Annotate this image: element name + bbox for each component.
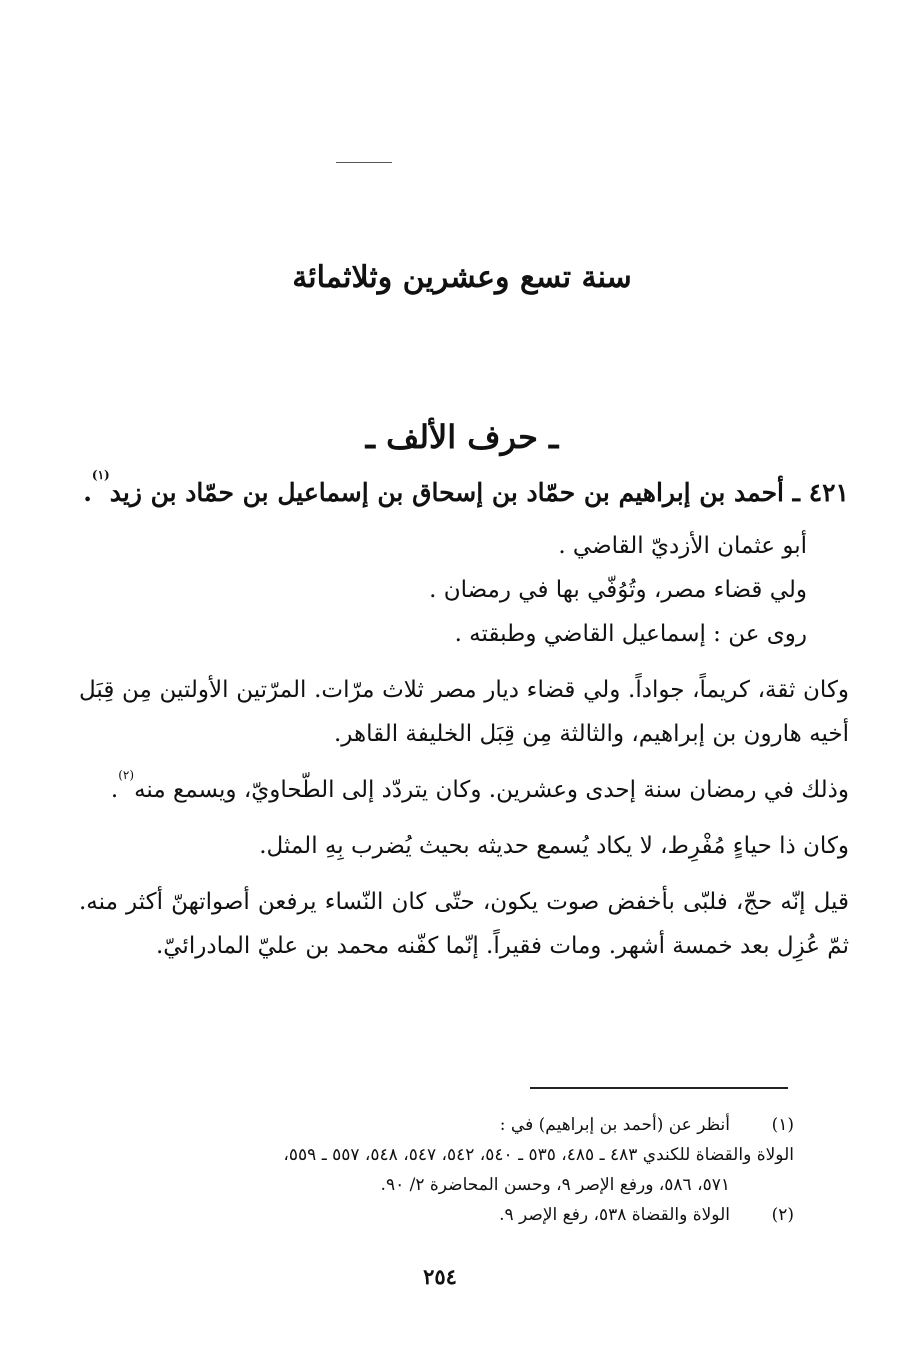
paragraph-1-text: وكان ثقة، كريماً، جواداً. ولي قضاء ديار مصر ثلاث مرّات. المرّتين الأولتين مِن قِبَل أخيه هارون بن إبراهيم، والثالثة مِن قِبَل الخليفة القاهر. — [79, 677, 849, 747]
entry-kunya: أبو عثمان الأزديّ القاضي . — [558, 533, 807, 559]
footnote-1-line-2: الولاة والقضاة للكندي ٤٨٣ ـ ٤٨٥، ٥٣٥ ـ ٥٤٠، ٥٤٢، ٥٤٧، ٥٤٨، ٥٥٧ ـ ٥٥٩، — [283, 1145, 794, 1165]
entry-paragraph-2 — [79, 768, 849, 812]
entry-narrated: روى عن : إسماعيل القاضي وطبقته . — [454, 621, 807, 647]
footnote-2 — [74, 1200, 794, 1230]
entry-paragraph-1 — [79, 668, 849, 756]
entry-heading-text: ٤٢١ ـ أحمد بن إبراهيم بن حمّاد بن إسحاق بن إسماعيل بن حمّاد بن زيد — [109, 478, 849, 507]
footnote-1-line-1: أنظر عن (أحمد بن إبراهيم) في : — [499, 1115, 730, 1135]
year-heading: سنة تسع وعشرين وثلاثمائة — [292, 260, 632, 295]
footnote-ref-2: (٢) — [118, 768, 135, 782]
paragraph-2-text: وذلك في رمضان سنة إحدى وعشرين. وكان يتردّد إلى الطّحاويّ، ويسمع منه — [134, 777, 849, 803]
entry-paragraph-3: وكان ذا حياءٍ مُفْرِط، لا يكاد يُسمع حديثه بحيث يُضرب بِهِ المثل. — [259, 833, 849, 859]
page-number: ٢٥٤ — [423, 1264, 457, 1289]
biography-entry — [79, 468, 849, 980]
footnote-1 — [74, 1110, 794, 1140]
footnote-2-body: الولاة والقضاة ٥٣٨، رفع الإصر ٩. — [499, 1205, 730, 1225]
footnote-rule — [530, 1087, 788, 1089]
footnote-1-number: (١) — [771, 1115, 794, 1135]
footnote-ref-1: (١) — [91, 468, 110, 482]
footnote-1-body — [74, 1110, 730, 1140]
footnote-1-line-3: ٥٧١، ٥٨٦، ورفع الإصر ٩، وحسن المحاضرة ٢/ ٩٠. — [380, 1175, 730, 1195]
section-heading: ـ حرف الألف ـ — [365, 418, 559, 456]
footnote-2-number: (٢) — [771, 1205, 794, 1225]
paragraph-2-end: . — [110, 777, 119, 803]
entry-paragraph-4: قيل إنّه حجّ، فلبّى بأخفض صوت يكون، حتّى كان النّساء يرفعن أصواتهنّ أكثر منه. ثمّ عُزِل بعد خمسة أشهر. ومات فقيراً. إنّما كفّنه محمد بن عليّ المادرائيّ. — [79, 889, 849, 959]
entry-heading-end: . — [83, 478, 92, 507]
entry-heading — [79, 468, 849, 518]
header-rule — [336, 162, 392, 163]
footnotes — [74, 1110, 794, 1230]
entry-office: ولي قضاء مصر، وتُوُفّي بها في رمضان . — [429, 577, 807, 603]
